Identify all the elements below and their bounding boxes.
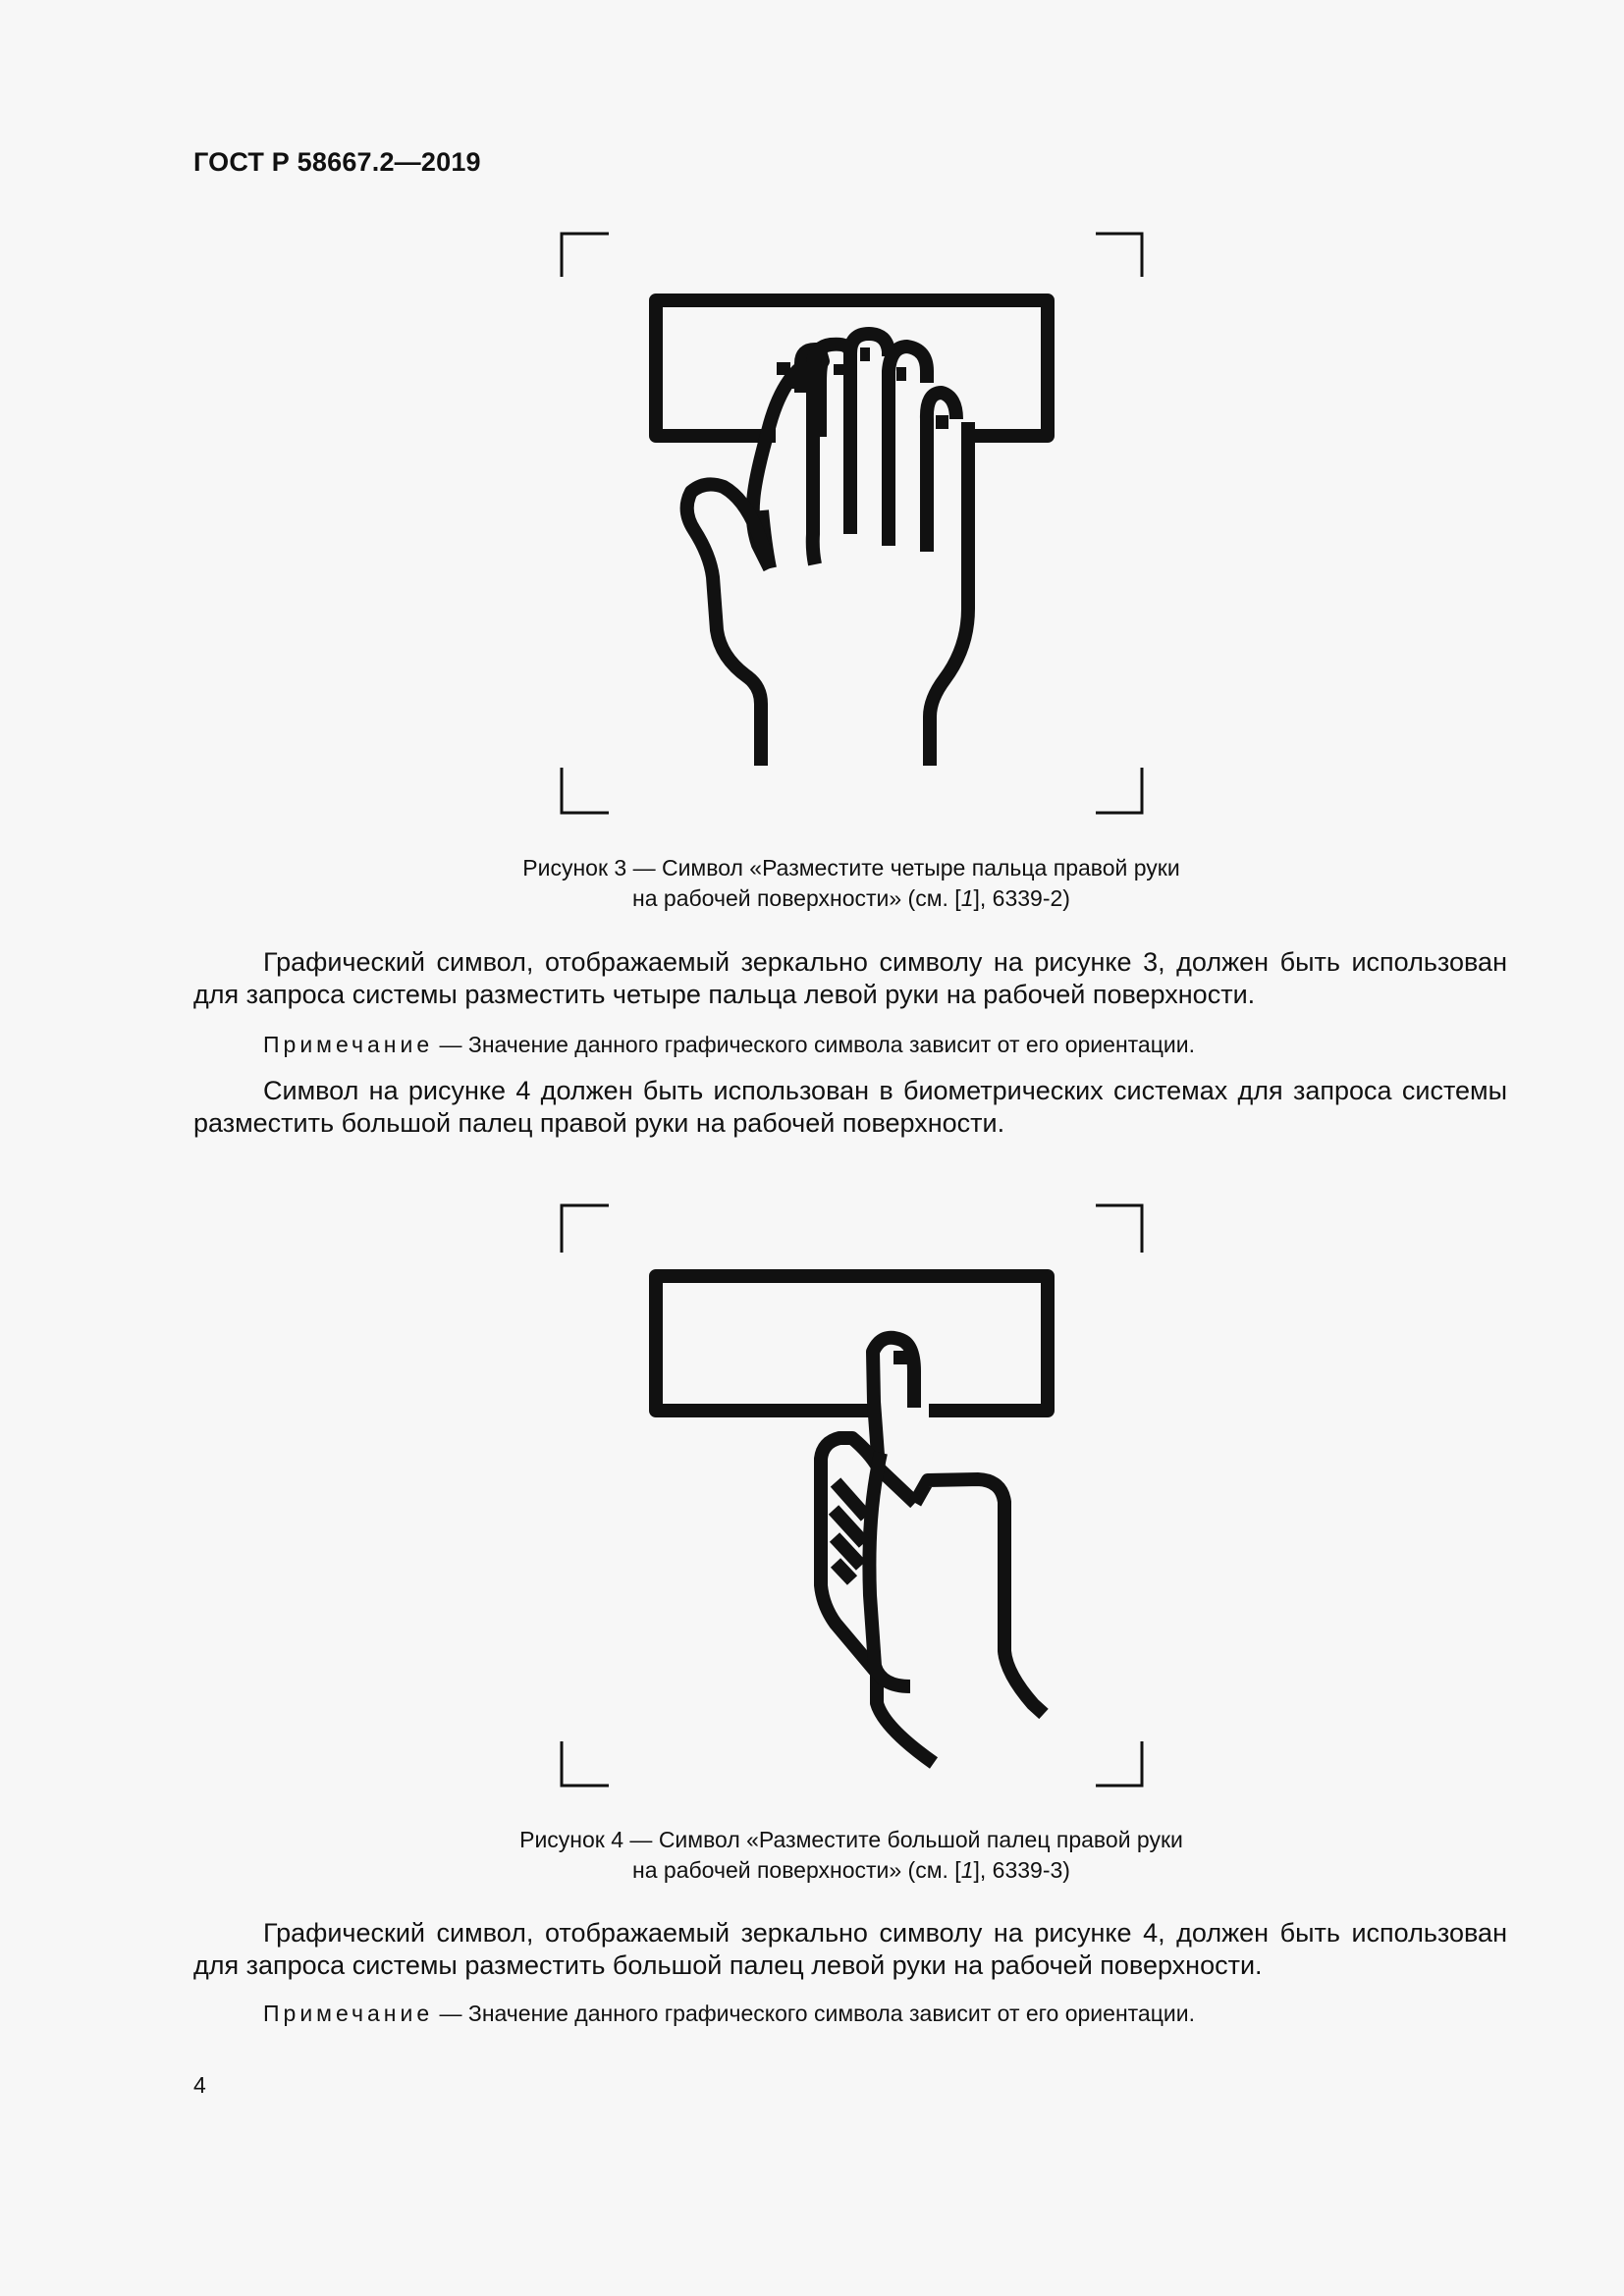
note-label: Примечание bbox=[263, 1032, 434, 1057]
figure-4-caption-line1: Рисунок 4 — Символ «Разместите большой палец правой руки bbox=[519, 1827, 1183, 1852]
caption-text: на рабочей поверхности» (см. [ bbox=[632, 1857, 961, 1883]
figure-3-caption bbox=[0, 853, 1624, 914]
figure-3-caption-line1: Рисунок 3 — Символ «Разместите четыре пальца правой руки bbox=[522, 855, 1180, 881]
four-fingers-right-hand-on-surface-icon bbox=[550, 226, 1159, 825]
paragraph-2: Символ на рисунке 4 должен быть использован в биометрических системах для запроса системы разместить большой палец правой руки на рабочей поверхности. bbox=[193, 1076, 1507, 1138]
caption-text: ], 6339-3) bbox=[973, 1857, 1070, 1883]
note-2 bbox=[263, 1999, 1507, 2028]
figure-4 bbox=[550, 1198, 1159, 1798]
figure-4-caption bbox=[0, 1825, 1624, 1886]
note-1 bbox=[263, 1030, 1507, 1059]
figure-3-caption-line2 bbox=[0, 883, 1624, 914]
citation-ref: 1 bbox=[960, 1857, 974, 1883]
figure-3 bbox=[550, 226, 1159, 825]
paragraph-3: Графический символ, отображаемый зеркально символу на рисунке 4, должен быть использован для запроса системы разместить большой палец левой руки на рабочей поверхности. bbox=[193, 1918, 1507, 1980]
document-header: ГОСТ Р 58667.2—2019 bbox=[193, 147, 481, 177]
thumb-right-hand-on-surface-icon bbox=[550, 1198, 1159, 1798]
note-label: Примечание bbox=[263, 2001, 434, 2026]
citation-ref: 1 bbox=[960, 885, 974, 911]
figure-4-caption-line2 bbox=[0, 1855, 1624, 1886]
caption-text: ], 6339-2) bbox=[973, 885, 1070, 911]
note-text: — Значение данного графического символа зависит от его ориентации. bbox=[433, 2001, 1195, 2026]
page-number: 4 bbox=[193, 2072, 206, 2098]
caption-text: на рабочей поверхности» (см. [ bbox=[632, 885, 961, 911]
paragraph-1: Графический символ, отображаемый зеркально символу на рисунке 3, должен быть использован для запроса системы разместить четыре пальца левой руки на рабочей поверхности. bbox=[193, 947, 1507, 1009]
note-text: — Значение данного графического символа зависит от его ориентации. bbox=[433, 1032, 1195, 1057]
